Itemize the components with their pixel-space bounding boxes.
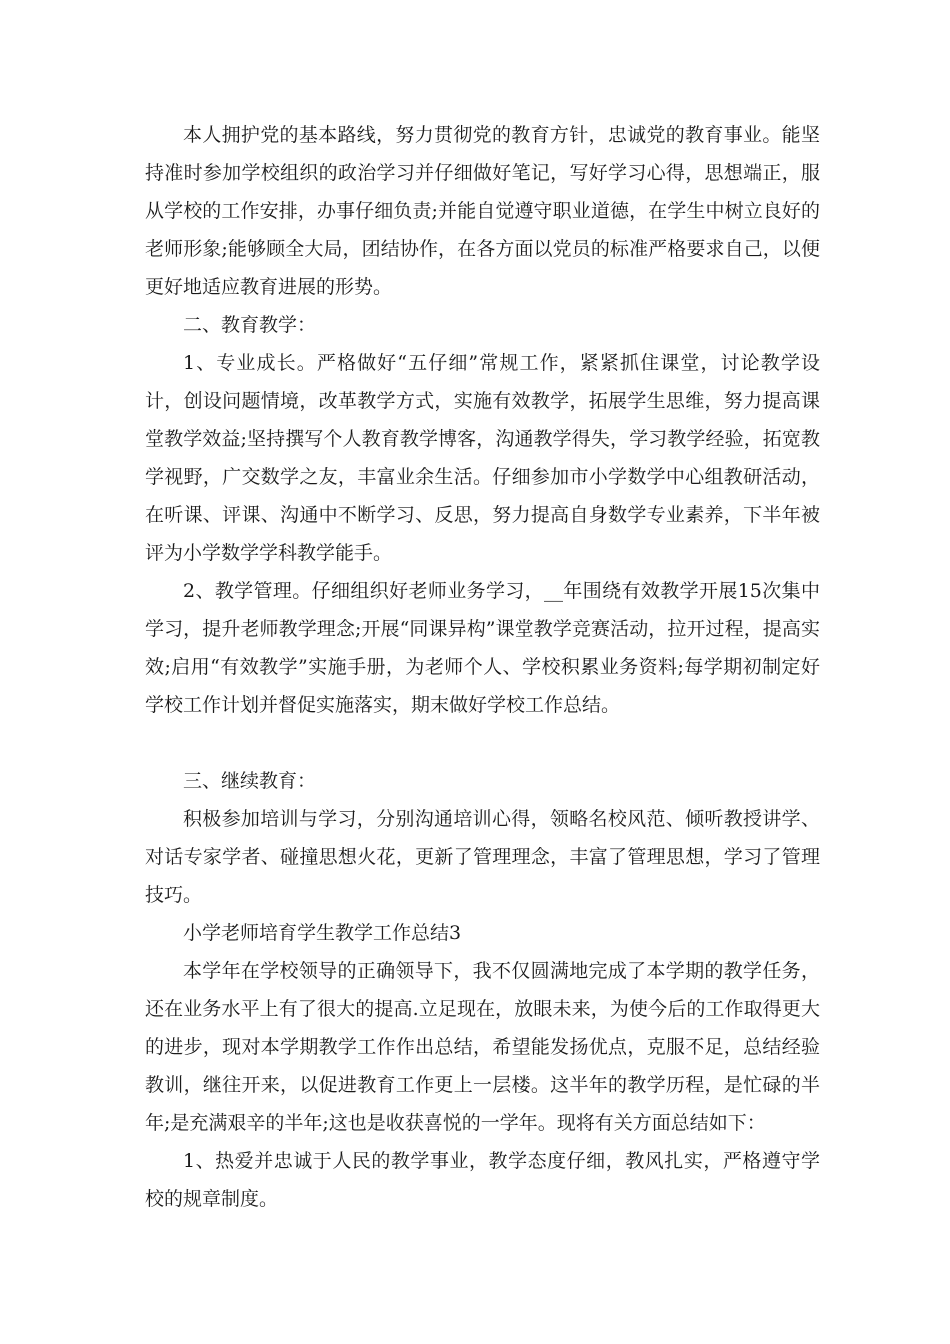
heading-continuing-education: 三、继续教育： [183,770,317,792]
paragraph-training: 积极参加培训与学习，分别沟通培训心得，领略名校风范、倾听教授讲学、对话专家学者、碰撞思想火花，更新了管理理念，丰富了管理思想，学习了管理技巧。 [145,808,820,906]
section-title-summary-3: 小学老师培育学生教学工作总结3 [183,922,462,944]
paragraph-party-line: 本人拥护党的基本路线，努力贯彻党的教育方针，忠诚党的教育事业。能坚持准时参加学校组织的政治学习并仔细做好笔记，写好学习心得，思想端正，服从学校的工作安排，办事仔细负责;并能自觉遵守职业道德，在学生中树立良好的老师形象;能够顾全大局，团结协作，在各方面以党员的标准严格要求自己，以便更好地适应教育进展的形势。 [145,124,820,298]
paragraph-school-year-summary: 本学年在学校领导的正确领导下，我不仅圆满地完成了本学期的教学任务，还在业务水平上有了很大的提高.立足现在，放眼未来，为使今后的工作取得更大的进步，现对本学期教学工作作出总结，希望能发扬优点，克服不足，总结经验教训，继往开来，以促进教育工作更上一层楼。这半年的教学历程，是忙碌的半年;是充满艰辛的半年;这也是收获喜悦的一学年。现将有关方面总结如下： [145,960,820,1134]
paragraph-love-teaching: 1、热爱并忠诚于人民的教学事业，教学态度仔细，教风扎实，严格遵守学校的规章制度。 [145,1150,820,1210]
paragraph-professional-growth: 1、专业成长。严格做好“五仔细”常规工作，紧紧抓住课堂，讨论教学设计，创设问题情境，改革教学方式，实施有效教学，拓展学生思维，努力提高课堂教学效益;坚持撰写个人教育教学博客，沟通教学得失，学习教学经验，拓宽教学视野，广交数学之友，丰富业余生活。仔细参加市小学数学中心组教研活动，在听课、评课、沟通中不断学习、反思，努力提高自身数学专业素养，下半年被评为小学数学学科教学能手。 [145,352,820,564]
heading-education-teaching: 二、教育教学： [183,314,317,336]
document-body [145,116,820,1218]
blank-line [145,724,820,762]
paragraph-teaching-management: 2、教学管理。仔细组织好老师业务学习，__年围绕有效教学开展15次集中学习，提升老师教学理念;开展“同课异构”课堂教学竞赛活动，拉开过程，提高实效;启用“有效教学”实施手册，为老师个人、学校积累业务资料;每学期初制定好学校工作计划并督促实施落实，期末做好学校工作总结。 [145,580,820,716]
